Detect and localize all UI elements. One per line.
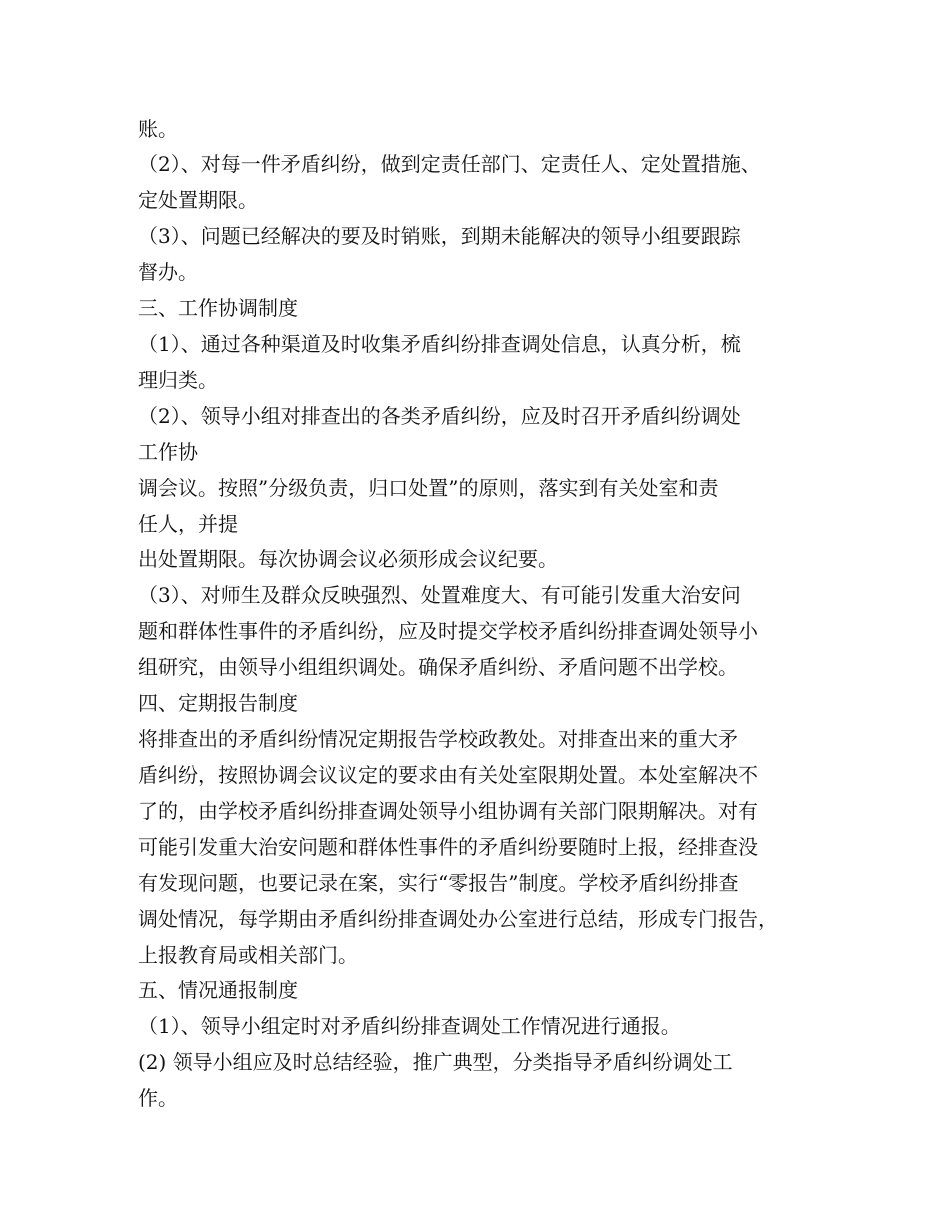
text-line: （2）、领导小组对排查出的各类矛盾纠纷，应及时召开矛盾纠纷调处	[138, 404, 741, 428]
text-line: 上报教育局或相关部门。	[138, 943, 358, 967]
text-line: 任人，并提	[138, 512, 238, 536]
text-line: 可能引发重大治安问题和群体性事件的矛盾纠纷要随时上报，经排查没	[138, 835, 758, 859]
text-line: 工作协	[138, 440, 198, 464]
text-line: 定处置期限。	[138, 188, 258, 212]
text-line: 出处置期限。每次协调会议必须形成会议纪要。	[138, 547, 558, 571]
text-line: （1）、领导小组定时对矛盾纠纷排查调处工作情况进行通报。	[138, 1014, 681, 1038]
section-heading: 三、工作协调制度	[138, 296, 298, 320]
text-line: （3）、问题已经解决的要及时销账，到期未能解决的领导小组要跟踪	[138, 224, 741, 248]
text-line: 调处情况，每学期由矛盾纠纷排查调处办公室进行总结，形成专门报告，	[138, 907, 778, 931]
text-line: 组研究，由领导小组组织调处。确保矛盾纠纷、矛盾问题不出学校。	[138, 655, 738, 679]
section-heading: 四、定期报告制度	[138, 691, 298, 715]
text-line: 有发现问题，也要记录在案，实行“零报告”制度。学校矛盾纠纷排查	[138, 871, 739, 895]
text-line: （1）、通过各种渠道及时收集矛盾纠纷排查调处信息，认真分析，梳	[138, 332, 741, 356]
text-line: 作。	[138, 1086, 178, 1110]
text-line: (2) 领导小组应及时总结经验，推广典型，分类指导矛盾纠纷调处工	[138, 1050, 733, 1074]
text-line: 盾纠纷，按照协调会议议定的要求由有关处室限期处置。本处室解决不	[138, 763, 758, 787]
text-line: 题和群体性事件的矛盾纠纷，应及时提交学校矛盾纠纷排查调处领导小	[138, 619, 758, 643]
text-line: 账。	[138, 117, 178, 141]
text-line: （2）、对每一件矛盾纠纷，做到定责任部门、定责任人、定处置措施、	[138, 152, 761, 176]
text-line: 了的，由学校矛盾纠纷排查调处领导小组协调有关部门限期解决。对有	[138, 799, 758, 823]
text-line: 督办。	[138, 260, 198, 284]
text-line: （3）、对师生及群众反映强烈、处置难度大、有可能引发重大治安问	[138, 583, 741, 607]
text-line: 将排查出的矛盾纠纷情况定期报告学校政教处。对排查出来的重大矛	[138, 727, 738, 751]
section-heading: 五、情况通报制度	[138, 978, 298, 1002]
text-line: 调会议。按照”分级负责，归口处置”的原则，落实到有关处室和责	[138, 476, 719, 500]
text-line: 理归类。	[138, 368, 218, 392]
